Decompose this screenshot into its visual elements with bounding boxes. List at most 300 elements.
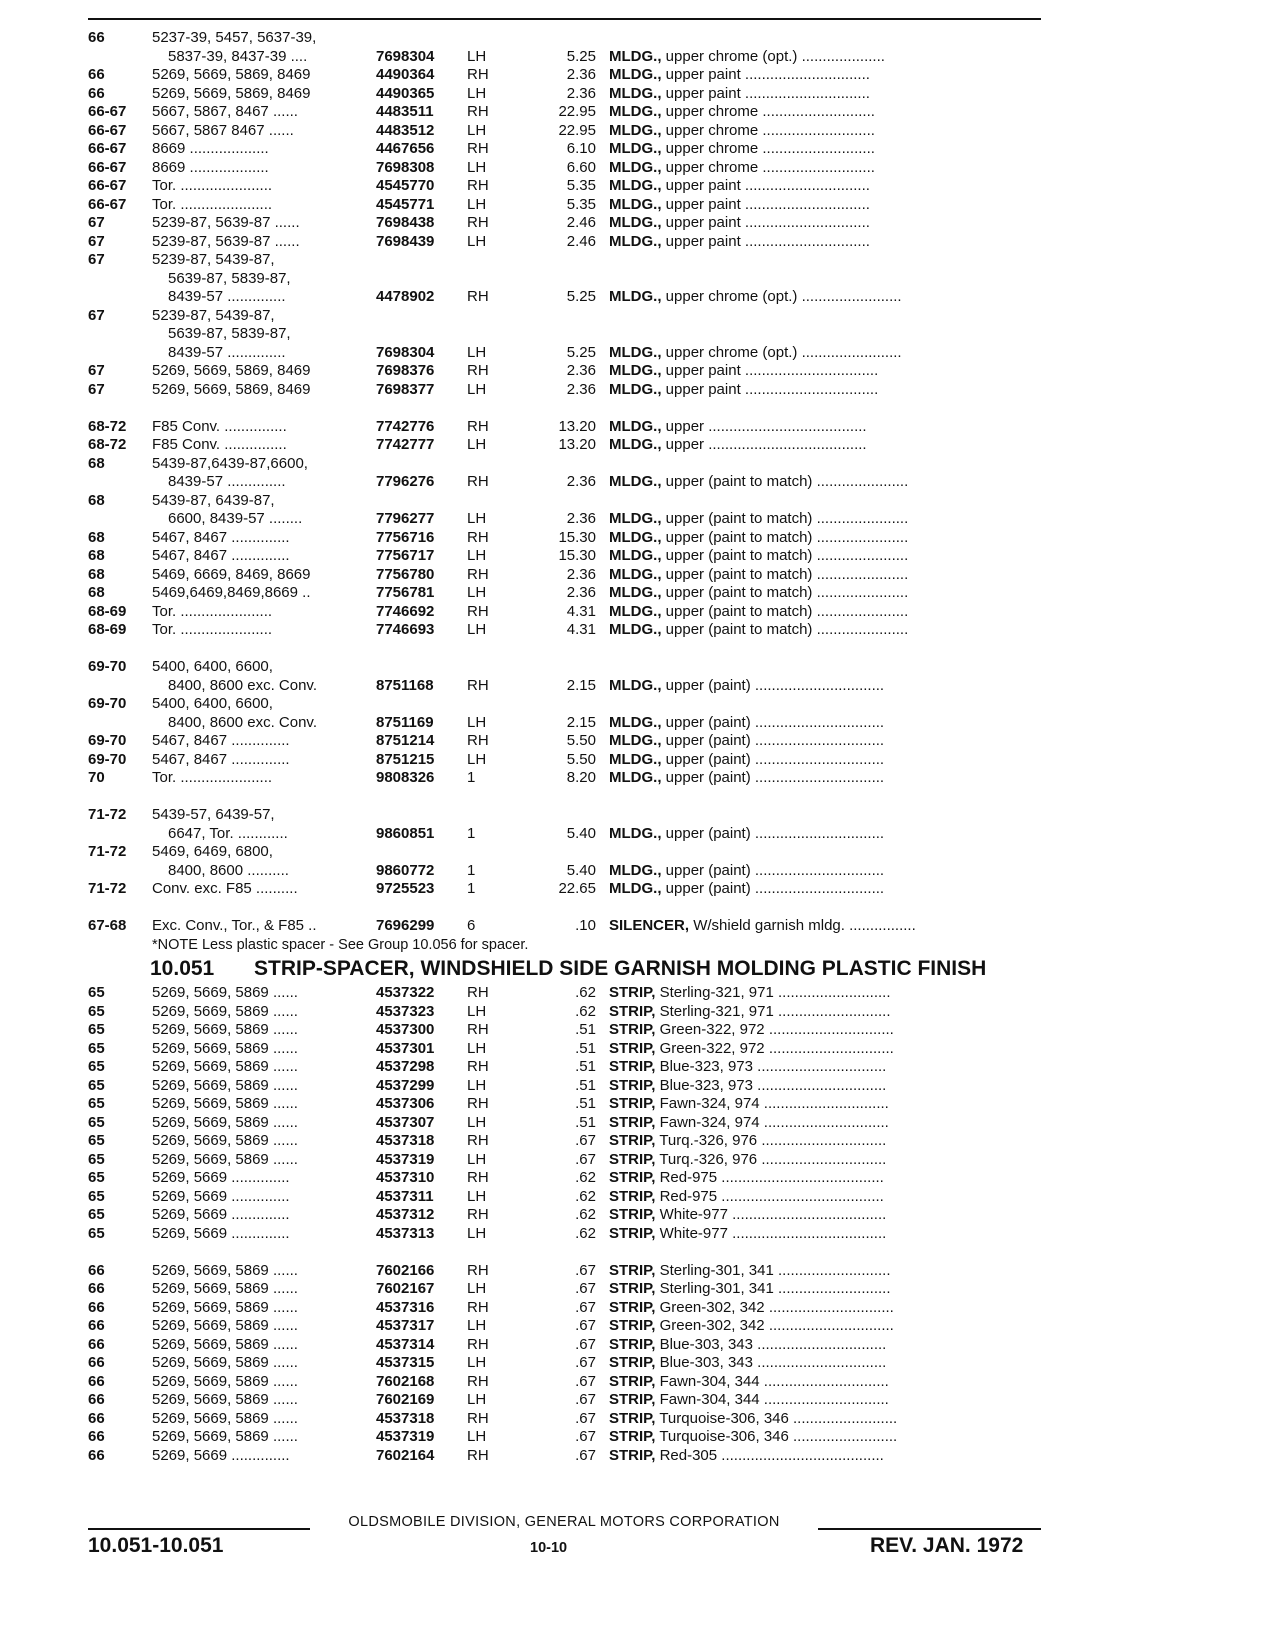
section-title: STRIP-SPACER, WINDSHIELD SIDE GARNISH MOLDING PLASTIC FINISH bbox=[254, 957, 987, 980]
part-number: 4537316 bbox=[376, 1298, 435, 1316]
part-keyword: STRIP, bbox=[609, 1002, 656, 1020]
model-numbers: 8439-57 .............. bbox=[168, 288, 286, 305]
model-numbers: 5269, 5669, 5869 ...... bbox=[152, 1354, 298, 1371]
part-description bbox=[609, 1151, 1041, 1170]
price: 2.36 bbox=[566, 584, 596, 601]
model-numbers: 5269, 5669 .............. bbox=[152, 1169, 290, 1186]
side-or-quantity: RH bbox=[467, 177, 489, 194]
parts-catalog-list bbox=[88, 29, 1041, 1465]
part-number: 4537300 bbox=[376, 1021, 435, 1038]
part-row bbox=[88, 1114, 1041, 1133]
model-numbers: 5269, 5669 .............. bbox=[152, 1206, 290, 1223]
model-year: 65 bbox=[88, 1002, 105, 1020]
part-number: 7698308 bbox=[376, 158, 435, 176]
part-number: 7698304 bbox=[376, 343, 435, 361]
part-detail: upper (paint) ............................... bbox=[665, 824, 885, 842]
part-number: 7602164 bbox=[376, 1446, 435, 1464]
part-description bbox=[609, 1447, 1041, 1466]
model-year: 65 bbox=[88, 1076, 105, 1094]
model-numbers: 5269, 5669, 5869 ...... bbox=[152, 1021, 298, 1038]
part-detail: Sterling-321, 971 ........................... bbox=[659, 984, 891, 1001]
part-description bbox=[609, 1206, 1041, 1225]
part-keyword: STRIP, bbox=[609, 1187, 656, 1205]
part-description bbox=[609, 233, 1041, 252]
part-detail: upper (paint to match) ...................... bbox=[665, 565, 909, 583]
part-description bbox=[609, 1225, 1041, 1244]
model-numbers: 5269, 5669, 5869 ...... bbox=[152, 1409, 298, 1427]
model-year: 67 bbox=[88, 214, 105, 231]
part-detail: Sterling-301, 341 ........................... bbox=[659, 1280, 891, 1297]
part-row bbox=[88, 492, 1041, 511]
part-number: 9860851 bbox=[376, 824, 435, 842]
model-numbers: 5269, 5669, 5869 ...... bbox=[152, 1095, 298, 1112]
part-description bbox=[609, 1373, 1041, 1392]
part-keyword: MLDG., bbox=[609, 584, 662, 601]
part-keyword: MLDG., bbox=[609, 362, 662, 379]
part-keyword: STRIP, bbox=[609, 1206, 656, 1223]
model-numbers: 5400, 6400, 6600, bbox=[152, 658, 273, 675]
part-keyword: STRIP, bbox=[609, 1409, 656, 1427]
part-row bbox=[88, 140, 1041, 159]
model-numbers: 5269, 5669, 5869 ...... bbox=[152, 1132, 298, 1149]
model-year: 68 bbox=[88, 528, 105, 546]
part-description bbox=[609, 1077, 1041, 1096]
price: .51 bbox=[575, 1021, 596, 1038]
part-detail: upper ...................................... bbox=[665, 436, 867, 453]
model-year: 68 bbox=[88, 547, 105, 564]
part-number: 4537315 bbox=[376, 1354, 435, 1371]
price: 4.31 bbox=[566, 621, 596, 638]
part-keyword: MLDG., bbox=[609, 177, 662, 194]
price: 2.36 bbox=[566, 66, 596, 83]
part-row bbox=[88, 1077, 1041, 1096]
price: 13.20 bbox=[558, 436, 596, 453]
part-description bbox=[609, 769, 1041, 788]
side-or-quantity: RH bbox=[467, 1206, 489, 1223]
part-keyword: MLDG., bbox=[609, 621, 662, 638]
side-or-quantity: RH bbox=[467, 140, 489, 157]
model-numbers: 5269, 5669, 5869 ...... bbox=[152, 1391, 298, 1408]
model-numbers: Tor. ...................... bbox=[152, 177, 273, 194]
side-or-quantity: RH bbox=[467, 1095, 489, 1112]
side-or-quantity: RH bbox=[467, 362, 489, 379]
model-year: 71-72 bbox=[88, 880, 127, 897]
side-or-quantity: RH bbox=[467, 103, 489, 120]
part-keyword: STRIP, bbox=[609, 984, 656, 1001]
part-row bbox=[88, 1280, 1041, 1299]
part-detail: upper paint .............................. bbox=[665, 232, 870, 250]
model-year: 66 bbox=[88, 1409, 105, 1427]
side-or-quantity: RH bbox=[467, 1298, 489, 1316]
part-description bbox=[609, 1317, 1041, 1336]
model-year: 71-72 bbox=[88, 806, 127, 823]
part-row bbox=[88, 1132, 1041, 1151]
part-number: 7746693 bbox=[376, 621, 435, 638]
price: 2.36 bbox=[566, 362, 596, 379]
part-row bbox=[88, 862, 1041, 881]
part-description bbox=[609, 140, 1041, 159]
part-keyword: STRIP, bbox=[609, 1169, 656, 1186]
model-numbers: 5439-87,6439-87,6600, bbox=[152, 454, 308, 472]
part-row bbox=[88, 66, 1041, 85]
price: .51 bbox=[575, 1095, 596, 1112]
part-detail: upper (paint to match) ...................... bbox=[665, 510, 909, 527]
model-year: 66 bbox=[88, 1446, 105, 1464]
model-numbers: 5269, 5669, 5869 ...... bbox=[152, 1039, 298, 1057]
part-keyword: MLDG., bbox=[609, 769, 662, 786]
part-keyword: MLDG., bbox=[609, 750, 662, 768]
part-keyword: STRIP, bbox=[609, 1335, 656, 1353]
part-row bbox=[88, 1447, 1041, 1466]
part-description bbox=[609, 344, 1041, 363]
part-description bbox=[609, 510, 1041, 529]
top-rule bbox=[88, 18, 1041, 20]
part-keyword: MLDG., bbox=[609, 232, 662, 250]
model-numbers: 5639-87, 5839-87, bbox=[168, 325, 291, 342]
part-detail: upper chrome ........................... bbox=[665, 158, 875, 176]
part-row bbox=[88, 825, 1041, 844]
price: .67 bbox=[575, 1335, 596, 1353]
price: .67 bbox=[575, 1428, 596, 1445]
part-description bbox=[609, 1095, 1041, 1114]
row-spacer bbox=[88, 788, 1041, 807]
model-year: 69-70 bbox=[88, 695, 127, 712]
model-year: 67 bbox=[88, 306, 105, 324]
price: .51 bbox=[575, 1039, 596, 1057]
part-row bbox=[88, 1040, 1041, 1059]
side-or-quantity: 1 bbox=[467, 824, 476, 842]
part-description bbox=[609, 584, 1041, 603]
price: .67 bbox=[575, 1132, 596, 1149]
part-keyword: MLDG., bbox=[609, 676, 662, 694]
part-keyword: MLDG., bbox=[609, 417, 662, 435]
price: 5.25 bbox=[566, 343, 596, 361]
side-or-quantity: LH bbox=[467, 621, 487, 638]
part-number: 4537298 bbox=[376, 1058, 435, 1075]
part-detail: Red-305 ....................................... bbox=[659, 1446, 884, 1464]
section-heading bbox=[88, 954, 1041, 984]
part-keyword: MLDG., bbox=[609, 861, 662, 879]
side-or-quantity: RH bbox=[467, 1409, 489, 1427]
part-number: 4537318 bbox=[376, 1132, 435, 1149]
part-description bbox=[609, 159, 1041, 178]
part-description bbox=[609, 547, 1041, 566]
model-year: 67-68 bbox=[88, 917, 127, 934]
part-number: 4478902 bbox=[376, 288, 435, 305]
part-description bbox=[609, 603, 1041, 622]
part-number: 4537314 bbox=[376, 1335, 435, 1353]
price: .62 bbox=[575, 1002, 596, 1020]
side-or-quantity: 6 bbox=[467, 917, 476, 934]
model-numbers: 5469,6469,8469,8669 .. bbox=[152, 584, 311, 601]
model-year: 66-67 bbox=[88, 103, 127, 120]
side-or-quantity: LH bbox=[467, 750, 487, 768]
side-or-quantity: RH bbox=[467, 1372, 489, 1390]
side-or-quantity: RH bbox=[467, 66, 489, 83]
price: 5.35 bbox=[566, 177, 596, 194]
part-row bbox=[88, 1206, 1041, 1225]
footer-rule-right bbox=[818, 1528, 1041, 1530]
side-or-quantity: RH bbox=[467, 288, 489, 305]
part-keyword: MLDG., bbox=[609, 880, 662, 897]
part-description bbox=[609, 196, 1041, 215]
part-row bbox=[88, 122, 1041, 141]
side-or-quantity: 1 bbox=[467, 769, 476, 786]
price: 6.60 bbox=[566, 158, 596, 176]
part-description bbox=[609, 917, 1041, 936]
part-keyword: MLDG., bbox=[609, 380, 662, 398]
footer-division: OLDSMOBILE DIVISION, GENERAL MOTORS CORPORATION bbox=[348, 1514, 780, 1530]
part-row bbox=[88, 1428, 1041, 1447]
price: 5.25 bbox=[566, 47, 596, 65]
part-keyword: MLDG., bbox=[609, 565, 662, 583]
model-numbers: 5469, 6469, 6800, bbox=[152, 843, 273, 860]
part-number: 9860772 bbox=[376, 861, 435, 879]
part-row bbox=[88, 1336, 1041, 1355]
section-number: 10.051 bbox=[150, 957, 215, 980]
part-row bbox=[88, 270, 1041, 289]
part-detail: upper (paint) ............................... bbox=[665, 880, 885, 897]
part-detail: upper (paint to match) ...................... bbox=[665, 621, 909, 638]
part-description bbox=[609, 1114, 1041, 1133]
side-or-quantity: 1 bbox=[467, 880, 476, 897]
part-number: 7602166 bbox=[376, 1261, 435, 1279]
model-numbers: 5269, 5669, 5869 ...... bbox=[152, 1317, 298, 1334]
model-numbers: 5269, 5669 .............. bbox=[152, 1187, 290, 1205]
part-number: 4537318 bbox=[376, 1409, 435, 1427]
part-keyword: SILENCER, bbox=[609, 917, 690, 934]
part-detail: upper (paint to match) ...................... bbox=[665, 584, 909, 601]
part-number: 7756716 bbox=[376, 528, 435, 546]
model-numbers: 5667, 5867, 8467 ...... bbox=[152, 103, 298, 120]
part-row bbox=[88, 473, 1041, 492]
part-row bbox=[88, 196, 1041, 215]
model-numbers: F85 Conv. ............... bbox=[152, 436, 287, 453]
price: .67 bbox=[575, 1298, 596, 1316]
model-year: 66 bbox=[88, 1372, 105, 1390]
price: 5.40 bbox=[566, 861, 596, 879]
model-numbers: 8439-57 .............. bbox=[168, 343, 286, 361]
side-or-quantity: RH bbox=[467, 1335, 489, 1353]
part-keyword: STRIP, bbox=[609, 1132, 656, 1149]
part-detail: Green-302, 342 .............................. bbox=[659, 1298, 894, 1316]
price: 2.15 bbox=[566, 713, 596, 731]
price: .10 bbox=[575, 917, 596, 934]
part-description bbox=[609, 177, 1041, 196]
side-or-quantity: RH bbox=[467, 417, 489, 435]
part-detail: upper (paint) ............................... bbox=[665, 676, 885, 694]
part-number: 4537313 bbox=[376, 1224, 435, 1242]
part-description bbox=[609, 48, 1041, 67]
part-detail: Fawn-324, 974 .............................. bbox=[659, 1095, 889, 1112]
part-detail: upper paint .............................. bbox=[665, 66, 870, 83]
part-number: 4537307 bbox=[376, 1113, 435, 1131]
footer-page-number: 10-10 bbox=[530, 1540, 568, 1556]
part-keyword: MLDG., bbox=[609, 436, 662, 453]
part-row bbox=[88, 984, 1041, 1003]
model-year: 68 bbox=[88, 491, 105, 509]
part-detail: upper paint .............................. bbox=[665, 214, 870, 231]
part-detail: Green-302, 342 .............................. bbox=[659, 1317, 894, 1334]
part-row bbox=[88, 1391, 1041, 1410]
note-text: *NOTE Less plastic spacer - See Group 10.056 for spacer. bbox=[152, 936, 529, 953]
part-row bbox=[88, 751, 1041, 770]
price: .51 bbox=[575, 1058, 596, 1075]
model-year: 68-72 bbox=[88, 436, 127, 453]
side-or-quantity: LH bbox=[467, 121, 487, 139]
model-numbers: Exc. Conv., Tor., & F85 .. bbox=[152, 917, 317, 934]
side-or-quantity: RH bbox=[467, 1132, 489, 1149]
price: .67 bbox=[575, 1446, 596, 1464]
price: 5.50 bbox=[566, 732, 596, 749]
part-detail: upper paint .............................. bbox=[665, 177, 870, 194]
part-row bbox=[88, 880, 1041, 899]
model-year: 65 bbox=[88, 1150, 105, 1168]
price: .67 bbox=[575, 1280, 596, 1297]
part-description bbox=[609, 566, 1041, 585]
price: .62 bbox=[575, 1224, 596, 1242]
model-numbers: 5269, 5669, 5869 ...... bbox=[152, 1280, 298, 1297]
part-row bbox=[88, 1373, 1041, 1392]
model-numbers: 5269, 5669, 5869 ...... bbox=[152, 1002, 298, 1020]
part-detail: upper (paint) ............................... bbox=[665, 861, 885, 879]
side-or-quantity: RH bbox=[467, 214, 489, 231]
part-number: 7698304 bbox=[376, 47, 435, 65]
side-or-quantity: LH bbox=[467, 47, 487, 65]
model-year: 65 bbox=[88, 984, 105, 1001]
model-year: 66 bbox=[88, 66, 105, 83]
part-keyword: MLDG., bbox=[609, 510, 662, 527]
part-row bbox=[88, 1095, 1041, 1114]
model-numbers: 5269, 5669, 5869, 8469 bbox=[152, 84, 311, 102]
side-or-quantity: RH bbox=[467, 473, 489, 490]
part-number: 8751215 bbox=[376, 750, 435, 768]
part-keyword: STRIP, bbox=[609, 1446, 656, 1464]
part-description bbox=[609, 1188, 1041, 1207]
model-numbers: Tor. ...................... bbox=[152, 621, 273, 638]
part-row bbox=[88, 29, 1041, 48]
part-detail: upper chrome ........................... bbox=[665, 140, 875, 157]
model-numbers: Tor. ...................... bbox=[152, 769, 273, 786]
side-or-quantity: RH bbox=[467, 1021, 489, 1038]
model-numbers: Conv. exc. F85 .......... bbox=[152, 880, 298, 897]
part-keyword: STRIP, bbox=[609, 1391, 656, 1408]
side-or-quantity: RH bbox=[467, 1261, 489, 1279]
part-description bbox=[609, 473, 1041, 492]
model-year: 66-67 bbox=[88, 177, 127, 194]
model-numbers: 5400, 6400, 6600, bbox=[152, 695, 273, 712]
part-description bbox=[609, 436, 1041, 455]
model-numbers: 5239-87, 5439-87, bbox=[152, 251, 275, 268]
price: 2.15 bbox=[566, 676, 596, 694]
part-description bbox=[609, 1280, 1041, 1299]
part-row bbox=[88, 251, 1041, 270]
part-detail: Fawn-324, 974 .............................. bbox=[659, 1113, 889, 1131]
part-detail: upper chrome (opt.) .................... bbox=[665, 47, 885, 65]
part-number: 7742777 bbox=[376, 436, 435, 453]
part-number: 7796276 bbox=[376, 473, 435, 490]
part-number: 7742776 bbox=[376, 417, 435, 435]
model-numbers: 5269, 5669, 5869 ...... bbox=[152, 1150, 298, 1168]
part-keyword: MLDG., bbox=[609, 602, 662, 620]
model-numbers: F85 Conv. ............... bbox=[152, 417, 287, 435]
price: 5.35 bbox=[566, 195, 596, 213]
part-number: 7796277 bbox=[376, 510, 435, 527]
part-keyword: STRIP, bbox=[609, 1280, 656, 1297]
part-row bbox=[88, 566, 1041, 585]
model-numbers: 5239-87, 5639-87 ...... bbox=[152, 232, 300, 250]
part-description bbox=[609, 1021, 1041, 1040]
part-number: 7756717 bbox=[376, 547, 435, 564]
side-or-quantity: LH bbox=[467, 1076, 487, 1094]
part-row bbox=[88, 1299, 1041, 1318]
part-detail: Sterling-321, 971 ........................... bbox=[659, 1002, 891, 1020]
parts-block-strips bbox=[88, 984, 1041, 1465]
price: .67 bbox=[575, 1391, 596, 1408]
part-keyword: STRIP, bbox=[609, 1113, 656, 1131]
part-keyword: STRIP, bbox=[609, 1372, 656, 1390]
model-year: 69-70 bbox=[88, 732, 127, 749]
part-description bbox=[609, 362, 1041, 381]
price: .62 bbox=[575, 984, 596, 1001]
part-number: 4537323 bbox=[376, 1002, 435, 1020]
price: .51 bbox=[575, 1076, 596, 1094]
model-numbers: 5439-57, 6439-57, bbox=[152, 806, 275, 823]
part-keyword: MLDG., bbox=[609, 713, 662, 731]
part-description bbox=[609, 1299, 1041, 1318]
part-detail: upper paint .............................. bbox=[665, 195, 870, 213]
price: .67 bbox=[575, 1409, 596, 1427]
model-year: 65 bbox=[88, 1206, 105, 1223]
part-number: 7698439 bbox=[376, 232, 435, 250]
part-row bbox=[88, 418, 1041, 437]
side-or-quantity: LH bbox=[467, 713, 487, 731]
model-year: 66-67 bbox=[88, 195, 127, 213]
side-or-quantity: RH bbox=[467, 1169, 489, 1186]
part-detail: Fawn-304, 344 .............................. bbox=[659, 1391, 889, 1408]
model-year: 71-72 bbox=[88, 843, 127, 860]
part-keyword: MLDG., bbox=[609, 214, 662, 231]
model-year: 69-70 bbox=[88, 750, 127, 768]
side-or-quantity: LH bbox=[467, 1150, 487, 1168]
part-number: 4545770 bbox=[376, 177, 435, 194]
model-year: 67 bbox=[88, 251, 105, 268]
price: .62 bbox=[575, 1187, 596, 1205]
model-numbers: 5239-87, 5639-87 ...... bbox=[152, 214, 300, 231]
model-year: 66 bbox=[88, 84, 105, 102]
part-detail: Blue-323, 973 ............................... bbox=[659, 1058, 887, 1075]
model-year: 66-67 bbox=[88, 121, 127, 139]
part-row bbox=[88, 307, 1041, 326]
model-numbers: 5467, 8467 .............. bbox=[152, 750, 290, 768]
part-number: 7756780 bbox=[376, 565, 435, 583]
price: .67 bbox=[575, 1150, 596, 1168]
part-detail: White-977 ..................................... bbox=[659, 1206, 887, 1223]
part-row bbox=[88, 658, 1041, 677]
part-description bbox=[609, 1003, 1041, 1022]
part-keyword: MLDG., bbox=[609, 84, 662, 102]
part-detail: upper (paint) ............................... bbox=[665, 769, 885, 786]
side-or-quantity: RH bbox=[467, 602, 489, 620]
part-number: 7602167 bbox=[376, 1280, 435, 1297]
model-year: 65 bbox=[88, 1095, 105, 1112]
price: 22.95 bbox=[558, 121, 596, 139]
side-or-quantity: RH bbox=[467, 676, 489, 694]
model-year: 66 bbox=[88, 1298, 105, 1316]
model-numbers: 5269, 5669, 5869, 8469 bbox=[152, 362, 311, 379]
part-description bbox=[609, 529, 1041, 548]
part-row bbox=[88, 159, 1041, 178]
